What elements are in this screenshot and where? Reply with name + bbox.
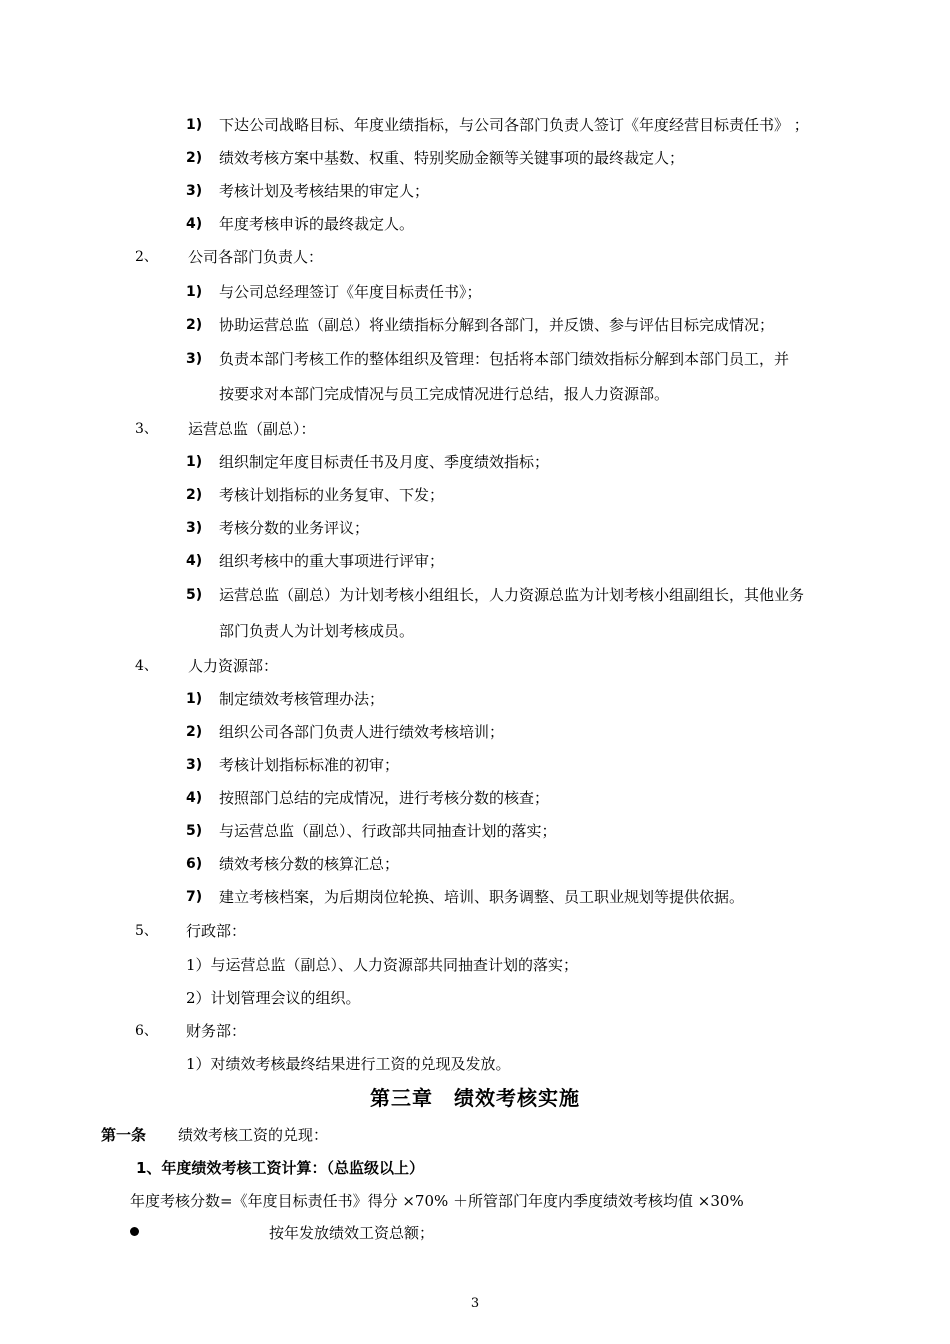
item-text: 下达公司战略目标、年度业绩指标，与公司各部门负责人签订《年度经营目标责任书》 ； (219, 116, 809, 134)
section5-number: 5、 (135, 923, 158, 939)
item-number: 2) (186, 724, 203, 740)
item-number: 3) (186, 757, 203, 773)
chapter-title: 第三章 绩效考核实施 (370, 1086, 580, 1110)
item-text: 年度考核申诉的最终裁定人。 (219, 215, 415, 233)
section2-title: 公司各部门负责人： (188, 248, 324, 266)
item-text-continued: 按要求对本部门完成情况与员工完成情况进行总结，报人力资源部。 (219, 385, 670, 403)
item-number: 4) (186, 216, 203, 232)
section2-number: 2、 (135, 249, 158, 265)
item-number: 3) (186, 351, 203, 367)
article-text: 绩效考核工资的兑现： (178, 1126, 329, 1144)
item-number: 1) (186, 117, 203, 133)
item-number: 2) (186, 150, 203, 166)
item-number: 5) (186, 587, 203, 603)
page-number: 3 (470, 1296, 480, 1311)
item-text: 按照部门总结的完成情况，进行考核分数的核查； (219, 789, 550, 807)
formula-text: 年度考核分数=《年度目标责任书》得分 ×70% ＋所管部门年度内季度绩效考核均值 ×30% (130, 1192, 744, 1210)
item-text: 与公司总经理签订《年度目标责任书》； (219, 283, 482, 301)
item-text: 组织考核中的重大事项进行评审； (219, 552, 445, 570)
item-text: 与运营总监（副总）、行政部共同抽查计划的落实； (219, 822, 557, 840)
item-number: 7) (186, 889, 203, 905)
section4-number: 4、 (135, 658, 158, 674)
item-text: 组织公司各部门负责人进行绩效考核培训； (219, 723, 505, 741)
item-number: 5) (186, 823, 203, 839)
section6-number: 6、 (135, 1023, 158, 1039)
item-number: 4) (186, 790, 203, 806)
item-text: 1）对绩效考核最终结果进行工资的兑现及发放。 (186, 1055, 511, 1073)
item-number: 2) (186, 487, 203, 503)
item-text: 建立考核档案，为后期岗位轮换、培训、职务调整、员工职业规划等提供依据。 (219, 888, 745, 906)
item-number: 6) (186, 856, 203, 872)
item-number: 2) (186, 317, 203, 333)
item-text: 考核分数的业务评议； (219, 519, 370, 537)
item-number: 3) (186, 520, 203, 536)
section5-title: 行政部： (186, 922, 247, 940)
item-text: 绩效考核方案中基数、权重、特别奖励金额等关键事项的最终裁定人； (219, 149, 685, 167)
item-number: 1) (186, 691, 203, 707)
bullet-icon (130, 1227, 139, 1236)
section4-title: 人力资源部： (188, 657, 279, 675)
item-text: 考核计划及考核结果的审定人； (219, 182, 430, 200)
section3-number: 3、 (135, 421, 158, 437)
subheading: 1、年度绩效考核工资计算：（总监级以上） (136, 1159, 424, 1177)
item-text: 制定绩效考核管理办法； (219, 690, 385, 708)
bullet-text: 按年发放绩效工资总额； (269, 1224, 435, 1242)
article-label: 第一条 (101, 1126, 147, 1144)
item-text: 考核计划指标的业务复审、下发； (219, 486, 445, 504)
item-text-continued: 部门负责人为计划考核成员。 (219, 622, 415, 640)
item-number: 3) (186, 183, 203, 199)
item-text: 绩效考核分数的核算汇总； (219, 855, 400, 873)
item-text: 运营总监（副总）为计划考核小组组长，人力资源总监为计划考核小组副组长，其他业务 (219, 586, 805, 604)
item-text: 协助运营总监（副总）将业绩指标分解到各部门，并反馈、参与评估目标完成情况； (219, 316, 775, 334)
item-text: 1）与运营总监（副总）、人力资源部共同抽查计划的落实； (186, 956, 579, 974)
item-number: 4) (186, 553, 203, 569)
item-number: 1) (186, 454, 203, 470)
item-text: 组织制定年度目标责任书及月度、季度绩效指标； (219, 453, 550, 471)
section6-title: 财务部： (186, 1022, 247, 1040)
item-text: 负责本部门考核工作的整体组织及管理：包括将本部门绩效指标分解到本部门员工，并 (219, 350, 790, 368)
item-text: 2）计划管理会议的组织。 (186, 989, 361, 1007)
item-text: 考核计划指标标准的初审； (219, 756, 400, 774)
item-number: 1) (186, 284, 203, 300)
section3-title: 运营总监（副总）： (188, 420, 316, 438)
